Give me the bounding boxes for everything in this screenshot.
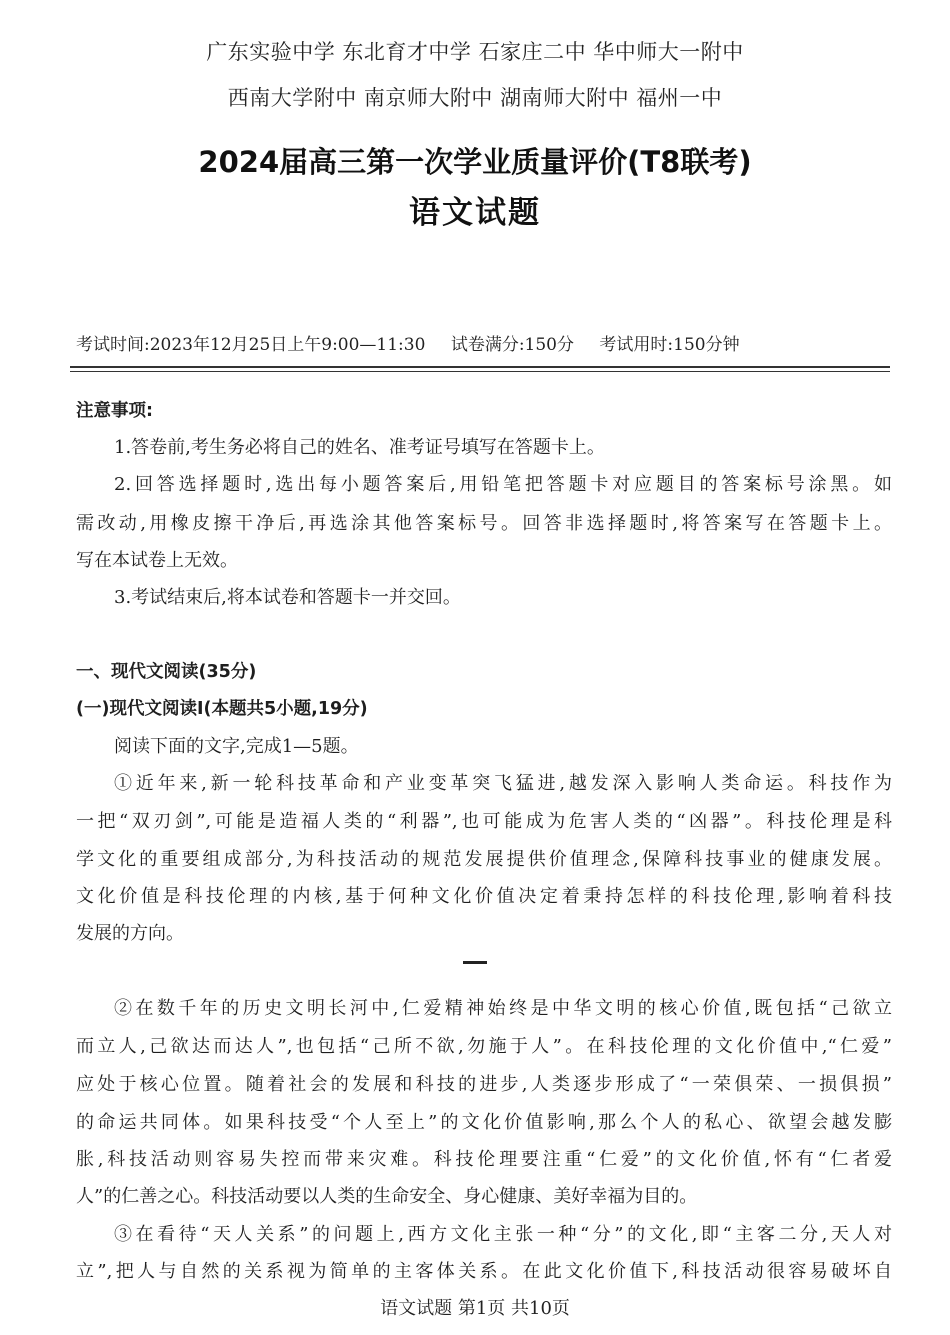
subject-title: 语文试题 — [409, 195, 541, 231]
passage-p2-line-5: 胀,科技活动则容易失控而带来灾难。科技伦理要注重“仁爱”的文化价值,怀有“仁者爱 — [76, 1149, 892, 1170]
passage-p3-line-2: 立”,把人与自然的关系视为简单的主客体关系。在此文化价值下,科技活动很容易破坏自 — [76, 1261, 892, 1282]
section-instruction: 阅读下面的文字,完成1—5题。 — [114, 736, 359, 757]
notice-item-3: 3.考试结束后,将本试卷和答题卡一并交回。 — [114, 587, 461, 608]
notice-heading: 注意事项: — [76, 401, 153, 421]
header-rule-thick — [70, 366, 890, 368]
passage-p2-line-6: 人”的仁善之心。科技活动要以人类的生命安全、身心健康、美好幸福为目的。 — [76, 1186, 698, 1207]
notice-item-2-line-3: 写在本试卷上无效。 — [76, 550, 238, 571]
notice-item-1: 1.答卷前,考生务必将自己的姓名、准考证号填写在答题卡上。 — [114, 437, 605, 458]
section-subheading: (一)现代文阅读Ⅰ(本题共5小题,19分) — [76, 699, 368, 719]
schools-line-1: 广东实验中学 东北育才中学 石家庄二中 华中师大一附中 — [206, 40, 744, 64]
section-heading: 一、现代文阅读(35分) — [76, 662, 257, 682]
exam-info-bar — [76, 330, 888, 355]
passage-p1-line-3: 学文化的重要组成部分,为科技活动的规范发展提供价值理念,保障科技事业的健康发展。 — [76, 849, 892, 870]
passage-p1-line-5: 发展的方向。 — [76, 923, 184, 944]
passage-p2-line-4: 的命运共同体。如果科技受“个人至上”的文化价值影响,那么个人的私心、欲望会越发膨 — [76, 1112, 892, 1133]
exam-time: 考试时间:2023年12月25日上午9:00—11:30 — [76, 335, 426, 355]
notice-item-2-line-1: 2.回答选择题时,选出每小题答案后,用铅笔把答题卡对应题目的答案标号涂黑。如 — [114, 474, 892, 495]
passage-p1-line-1: ①近年来,新一轮科技革命和产业变革突飞猛进,越发深入影响人类命运。科技作为 — [114, 773, 892, 794]
exam-title: 2024届高三第一次学业质量评价(T8联考) — [198, 145, 752, 179]
schools-line-2: 西南大学附中 南京师大附中 湖南师大附中 福州一中 — [227, 86, 723, 110]
passage-p1-line-2: 一把“双刃剑”,可能是造福人类的“利器”,也可能成为危害人类的“凶器”。科技伦理是科 — [76, 811, 892, 832]
passage-p3-line-1: ③在看待“天人关系”的问题上,西方文化主张一种“分”的文化,即“主客二分,天人对 — [114, 1224, 892, 1245]
notice-item-2-line-2: 需改动,用橡皮擦干净后,再选涂其他答案标号。回答非选择题时,将答案写在答题卡上。 — [76, 513, 892, 534]
section-separator — [463, 961, 487, 964]
full-score: 试卷满分:150分 — [450, 335, 575, 355]
exam-duration: 考试用时:150分钟 — [599, 335, 740, 355]
passage-p2-line-1: ②在数千年的历史文明长河中,仁爱精神始终是中华文明的核心价值,既包括“己欲立 — [114, 998, 892, 1019]
page-footer: 语文试题 第1页 共10页 — [380, 1298, 570, 1319]
passage-p2-line-2: 而立人,己欲达而达人”,也包括“己所不欲,勿施于人”。在科技伦理的文化价值中,“仁爱” — [76, 1036, 892, 1057]
header-rule-thin — [70, 371, 890, 372]
passage-p1-line-4: 文化价值是科技伦理的内核,基于何种文化价值决定着秉持怎样的科技伦理,影响着科技 — [76, 886, 892, 907]
passage-p2-line-3: 应处于核心位置。随着社会的发展和科技的进步,人类逐步形成了“一荣俱荣、一损俱损” — [76, 1074, 892, 1095]
